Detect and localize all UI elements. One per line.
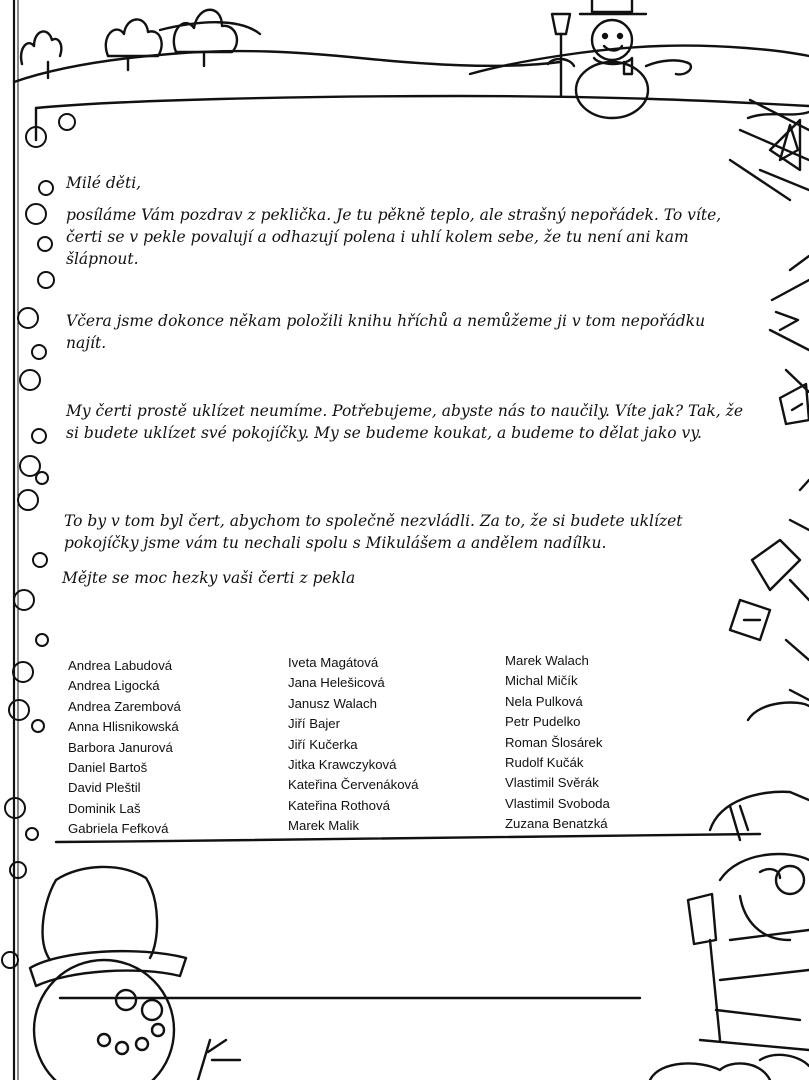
name-item: Kateřina Červenáková	[288, 777, 419, 793]
name-item: Daniel Bartoš	[68, 760, 148, 776]
name-item: Dominik Laš	[68, 800, 141, 816]
name-item: Jiří Kučerka	[288, 736, 358, 752]
letter-greeting: Milé děti,	[66, 174, 142, 192]
name-item: Jitka Krawczyková	[288, 757, 397, 773]
name-item: Petr Pudelko	[505, 714, 581, 730]
name-item: Iveta Magátová	[288, 655, 379, 670]
name-item: Andrea Zarembová	[68, 698, 181, 714]
name-item: Andrea Ligocká	[68, 678, 160, 694]
name-item: Jiří Bajer	[288, 716, 341, 732]
snowman-icon	[30, 867, 240, 1080]
name-item: Vlastimil Svoboda	[505, 795, 610, 811]
names-column-1	[68, 656, 181, 840]
name-item: Rudolf Kučák	[505, 755, 584, 771]
name-item: Roman Šlosárek	[505, 734, 603, 750]
name-item: Anna Hlisnikowská	[68, 719, 179, 735]
names-column-2	[288, 653, 418, 837]
letter-closing: Mějte se moc hezky vaši čerti z pekla	[62, 569, 356, 587]
hill-line	[14, 51, 560, 82]
name-item: Gabriela Fefková	[68, 821, 169, 837]
names-column-3	[505, 651, 610, 835]
name-item: Barbora Janurová	[68, 739, 173, 755]
name-item: Zuzana Benatzká	[505, 816, 608, 832]
santa-icon	[650, 703, 809, 1080]
letter-paragraph-1: posíláme Vám pozdrav z peklička. Je tu pěkně teplo, ale strašný nepořádek. To víte, čerti se v pekle povalují a odhazují polena i uhlí kolem sebe, že tu není ani kam šlápnout.	[66, 206, 722, 268]
name-item: David Pleštil	[68, 780, 141, 796]
frame-top-line	[36, 96, 809, 108]
name-item: Kateřina Rothová	[288, 797, 390, 813]
letter-paragraph-4: To by v tom byl čert, abychom to společně nezvládli. Za to, že si budete uklízet pokojíčky jsme vám tu nechali spolu s Mikulášem a andělem nadílku.	[64, 512, 683, 552]
name-item: Nela Pulková	[505, 693, 583, 709]
name-item: Janusz Walach	[288, 695, 377, 711]
name-item: Marek Walach	[505, 653, 589, 668]
name-item: Michal Mičík	[505, 673, 578, 689]
letter-paragraph-2: Včera jsme dokonce někam položili knihu hříchů a nemůžeme ji v tom nepořádku najít.	[66, 312, 706, 352]
name-item: Vlastimil Svěrák	[505, 775, 599, 791]
tree-icon	[21, 10, 237, 78]
letter-paragraph-3: My čerti prostě uklízet neumíme. Potřebujeme, abyste nás to naučily. Víte jak? Tak, že si budete uklízet své pokojíčky. My se budeme koukat, a budeme to dělat jako vy.	[66, 402, 743, 442]
name-item: Marek Malik	[288, 818, 360, 834]
name-item: Andrea Labudová	[68, 658, 173, 673]
name-item: Jana Helešicová	[288, 675, 385, 691]
